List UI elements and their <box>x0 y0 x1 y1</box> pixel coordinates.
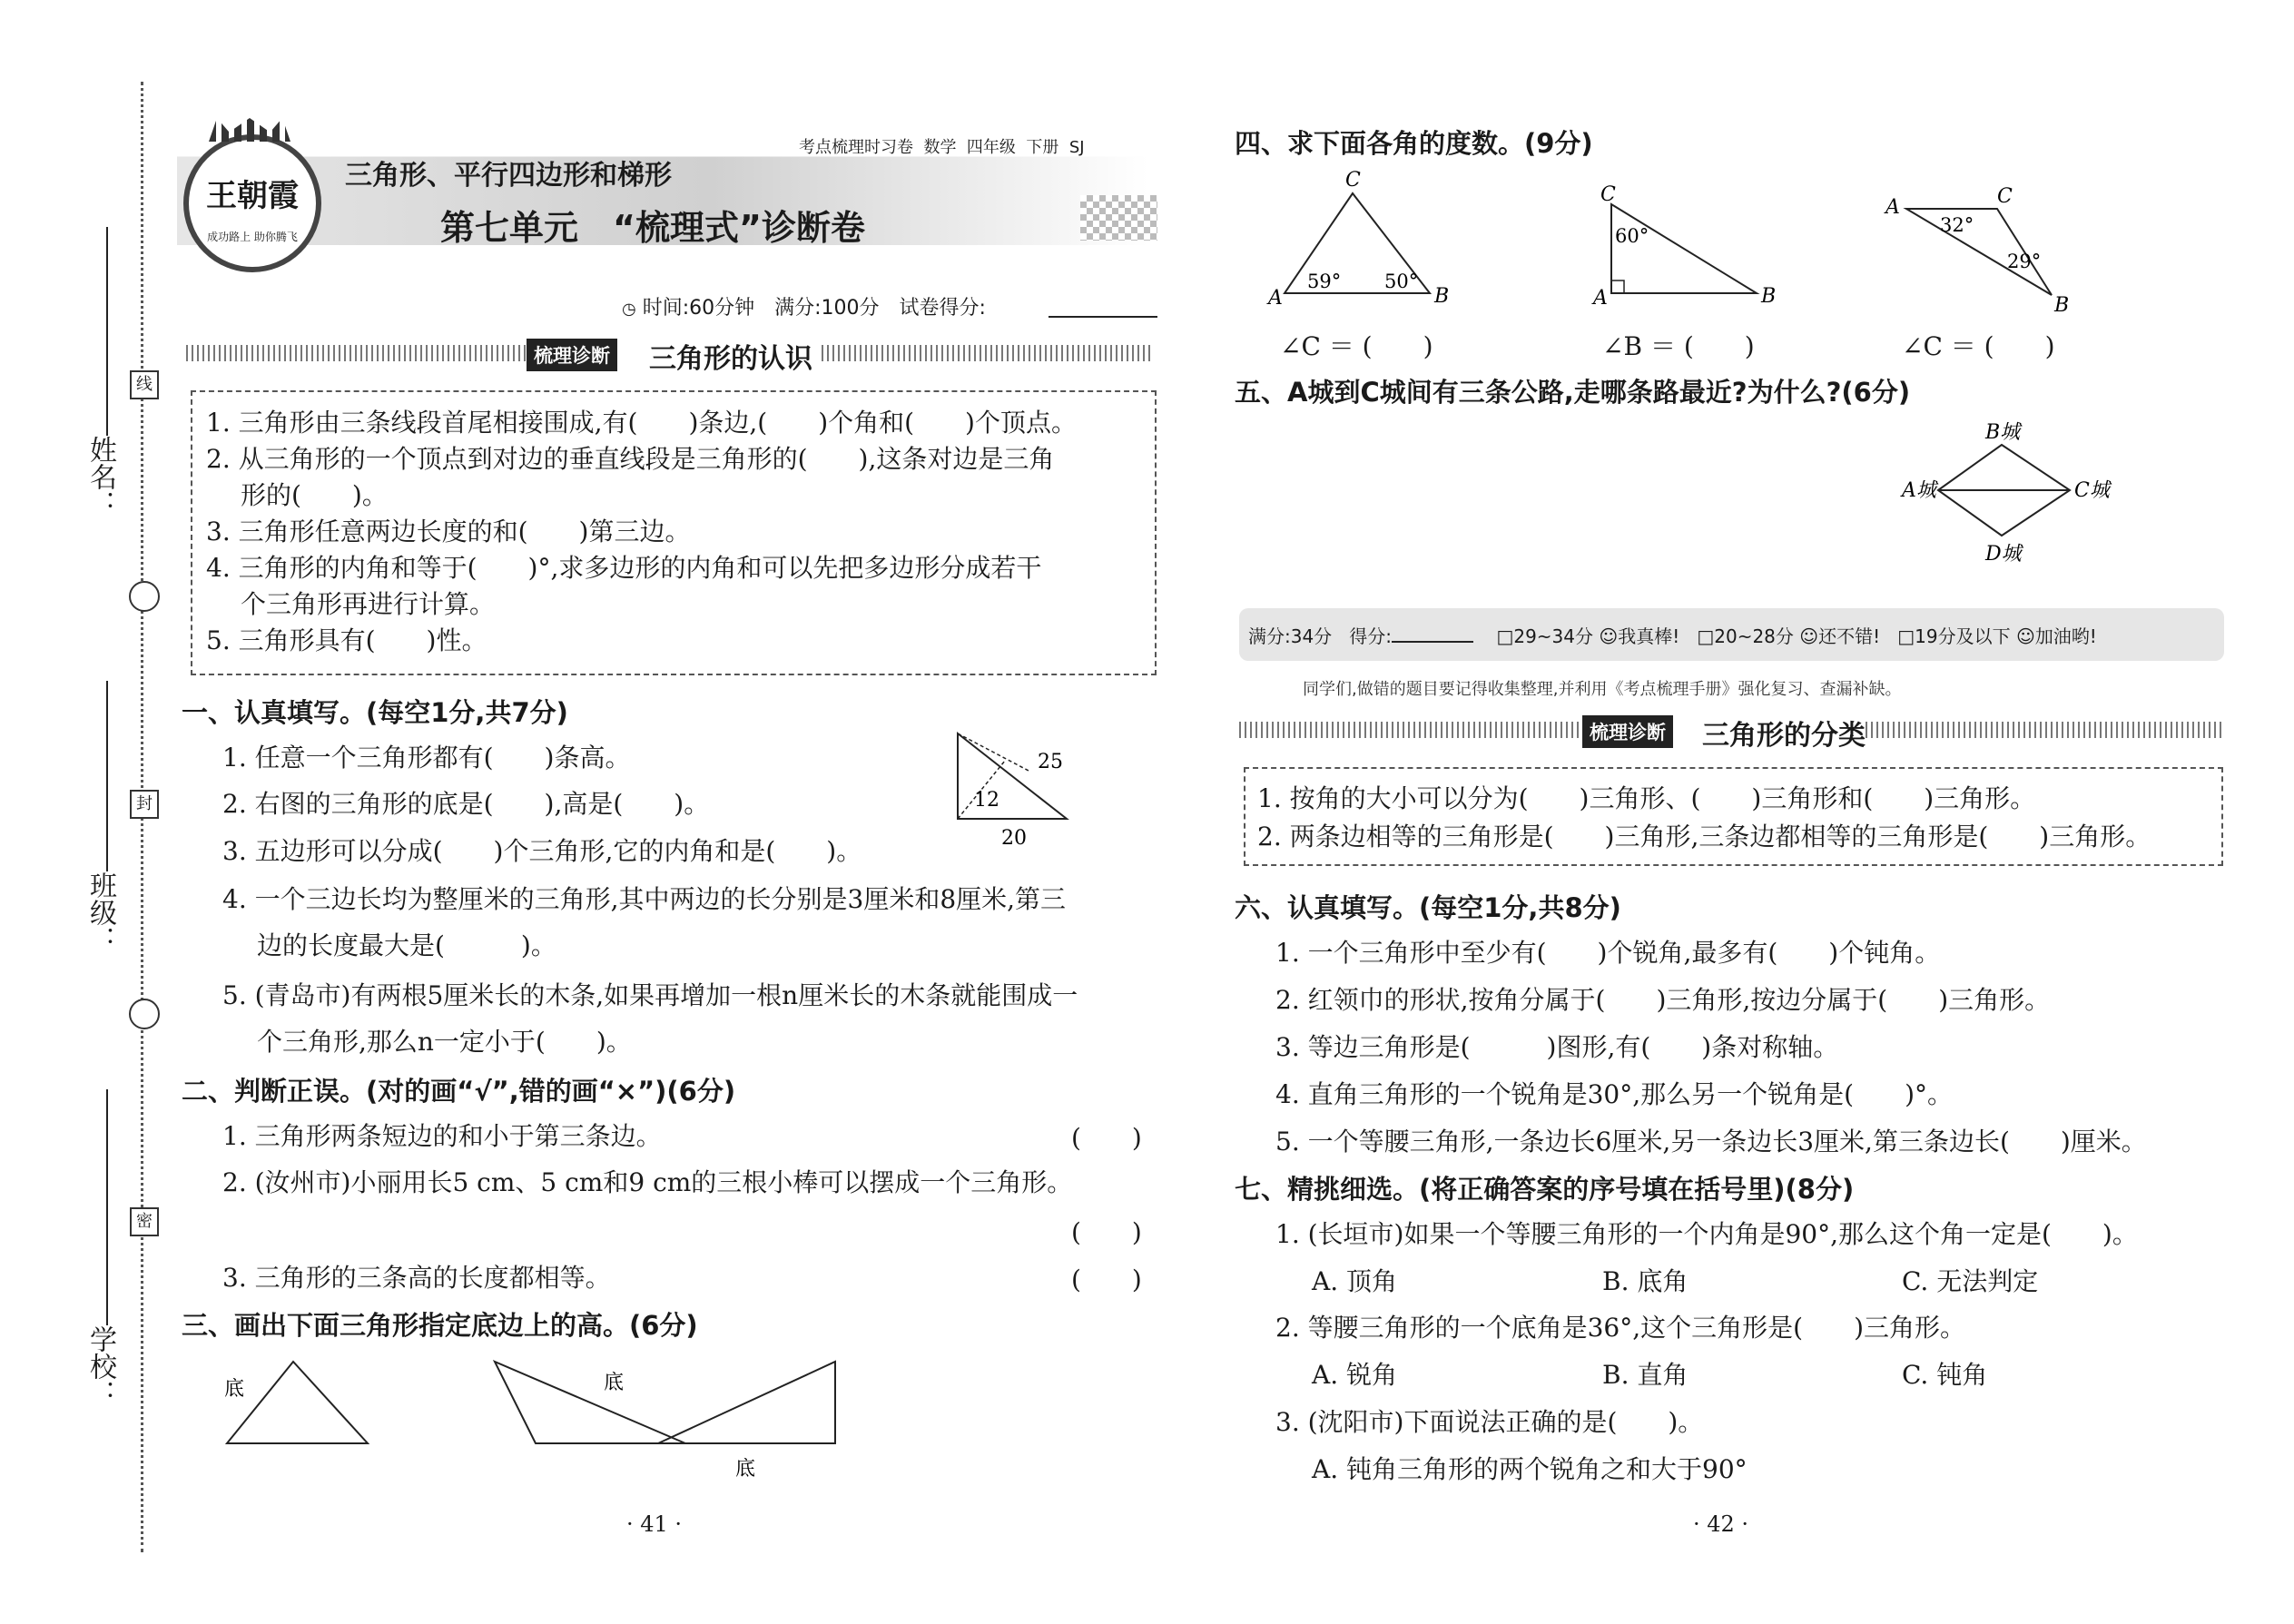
city-map <box>1902 413 2110 576</box>
question-item: 1. (长垣市)如果一个等腰三角形的一个内角是90°,那么这个角一定是( )。 <box>1275 1219 2138 1249</box>
checker-decoration <box>1080 195 1157 241</box>
question-item: 5. (青岛市)有两根5厘米长的木条,如果再增加一根n厘米长的木条就能围成一 <box>222 980 1078 1010</box>
review-note: 同学们,做错的题目要记得收集整理,并利用《考点梳理手册》强化复习、查漏补缺。 <box>1303 680 1902 699</box>
smile-icon: ☺ <box>1799 625 1819 647</box>
answer-angle-b[interactable]: ∠B ＝ ( ) <box>1602 331 1755 361</box>
question-item: 2. 红领巾的形状,按角分属于( )三角形,按边分属于( )三角形。 <box>1275 985 2051 1015</box>
exam-score-field[interactable] <box>1049 316 1157 318</box>
question-item: 3. 等边三角形是( )图形,有( )条对称轴。 <box>1275 1032 1839 1062</box>
left-page <box>172 0 1162 1624</box>
section-7-title: 七、精挑细选。(将正确答案的序号填在括号里)(8分) <box>1235 1174 1855 1205</box>
triangles-to-draw[interactable] <box>213 1353 1121 1484</box>
school-label: 学校： <box>84 1325 116 1407</box>
class-field[interactable] <box>106 681 108 871</box>
review-tag: 梳理诊断 <box>1582 715 1673 748</box>
seal-char-secret: 密 <box>130 1207 159 1236</box>
question-item: 2. 等腰三角形的一个底角是36°,这个三角形是( )三角形。 <box>1275 1313 1965 1343</box>
svg-text:B: B <box>2054 294 2070 317</box>
seal-char-seal: 封 <box>130 790 159 819</box>
option-b[interactable]: B. 直角 <box>1602 1360 1689 1390</box>
review-title: 三角形的认识 <box>649 343 812 375</box>
class-label: 班级： <box>84 871 116 953</box>
logo-text: 王朝霞 <box>206 178 299 214</box>
question-item: 5. 一个等腰三角形,一条边长6厘米,另一条边长3厘米,第三条边长( )厘米。 <box>1275 1127 2147 1156</box>
review-item: 4. 三角形的内角和等于( )°,求多边形的内角和可以先把多边形分成若干 <box>206 553 1042 583</box>
svg-text:B: B <box>1761 285 1777 308</box>
svg-text:A城: A城 <box>1902 479 1936 502</box>
logo-caption: 成功路上 助你腾飞 <box>207 231 298 243</box>
svg-text:A: A <box>1593 287 1608 310</box>
clock-icon: ◷ <box>622 300 636 319</box>
svg-text:C: C <box>1600 183 1616 206</box>
school-field[interactable] <box>106 1089 108 1325</box>
answer-bracket[interactable]: ( ) <box>1071 1123 1142 1153</box>
smile-icon: ☺ <box>2015 625 2035 647</box>
svg-text:59°: 59° <box>1307 271 1342 292</box>
option-a[interactable]: A. 钝角三角形的两个锐角之和大于90° <box>1312 1454 1748 1484</box>
section-6-title: 六、认真填写。(每空1分,共8分) <box>1235 892 1621 923</box>
question-item: 1. 任意一个三角形都有( )条高。 <box>222 743 631 773</box>
question-item: 1. 一个三角形中至少有( )个锐角,最多有( )个钝角。 <box>1275 938 1941 968</box>
svg-text:B城: B城 <box>1985 421 2021 444</box>
question-item: 2. 右图的三角形的底是( ),高是( )。 <box>222 789 710 819</box>
section-3-title: 三、画出下面三角形指定底边上的高。(6分) <box>182 1310 698 1341</box>
smile-icon: ☺ <box>1599 625 1619 647</box>
section-1-title: 一、认真填写。(每空1分,共7分) <box>182 697 568 728</box>
review-item: 2. 从三角形的一个顶点到对边的垂直线段是三角形的( ),这条对边是三角 <box>206 444 1055 474</box>
review-title: 三角形的分类 <box>1702 720 1866 752</box>
question-item: 1. 三角形两条短边的和小于第三条边。 <box>222 1121 662 1151</box>
question-item: 3. 五边形可以分成( )个三角形,它的内角和是( )。 <box>222 836 862 866</box>
answer-bracket[interactable]: ( ) <box>1071 1265 1142 1294</box>
name-label: 姓名： <box>84 436 116 517</box>
score-field[interactable] <box>1392 641 1473 643</box>
page-title: 第七单元 “梳理式”诊断卷 <box>440 208 865 248</box>
section-5-title: 五、A城到C城间有三条公路,走哪条路最近?为什么?(6分) <box>1235 377 1911 408</box>
binding-circle <box>129 581 160 612</box>
question-item: 3. 三角形的三条高的长度都相等。 <box>222 1263 611 1293</box>
label-20: 20 <box>1001 827 1027 850</box>
seal-char-line: 线 <box>130 370 159 399</box>
section-2-title: 二、判断正误。(对的画“√”,错的画“×”)(6分) <box>182 1076 736 1107</box>
section-bar <box>186 345 531 361</box>
question-item: 4. 直角三角形的一个锐角是30°,那么另一个锐角是( )°。 <box>1275 1079 1953 1109</box>
question-item: 4. 一个三边长均为整厘米的三角形,其中两边的长分别是3厘米和8厘米,第三 <box>222 884 1067 914</box>
name-field[interactable] <box>106 227 108 436</box>
question-item: 2. (汝州市)小丽用长5 cm、5 cm和9 cm的三根小棒可以摆成一个三角形。 <box>222 1167 1073 1197</box>
review-item: 5. 三角形具有( )性。 <box>206 625 487 655</box>
answer-angle-c[interactable]: ∠C ＝ ( ) <box>1902 331 2055 361</box>
question-item: 边的长度最大是( )。 <box>257 930 556 960</box>
review-item: 形的( )。 <box>241 480 388 510</box>
option-c[interactable]: C. 钝角 <box>1902 1360 1988 1390</box>
review-tag: 梳理诊断 <box>527 339 617 371</box>
question-item: 3. (沈阳市)下面说法正确的是( )。 <box>1275 1407 1704 1437</box>
exam-info: ◷ 时间:60分钟 满分:100分 试卷得分: <box>622 297 986 320</box>
svg-text:A: A <box>1268 287 1283 310</box>
svg-text:50°: 50° <box>1384 271 1419 292</box>
question-item: 个三角形,那么n一定小于( )。 <box>257 1027 632 1057</box>
base-label: 底 <box>224 1378 245 1401</box>
triangle-figure <box>949 726 1076 853</box>
base-label: 底 <box>735 1458 756 1481</box>
option-a[interactable]: A. 锐角 <box>1312 1360 1398 1390</box>
header-meta: 考点梳理时习卷 数学 四年级 下册 SJ <box>799 138 1085 157</box>
section-bar <box>1866 722 2224 738</box>
answer-angle-c[interactable]: ∠C ＝ ( ) <box>1280 331 1433 361</box>
answer-bracket[interactable]: ( ) <box>1071 1217 1142 1247</box>
base-label: 底 <box>604 1372 625 1394</box>
section-4-title: 四、求下面各角的度数。(9分) <box>1235 128 1593 159</box>
svg-text:A: A <box>1885 196 1900 219</box>
svg-text:C: C <box>1345 169 1361 192</box>
review-item: 1. 三角形由三条线段首尾相接围成,有( )条边,( )个角和( )个顶点。 <box>206 408 1077 438</box>
review-item: 3. 三角形任意两边长度的和( )第三边。 <box>206 517 691 546</box>
angle-figures <box>1248 168 2238 322</box>
page-number: · 41 · <box>626 1511 683 1537</box>
unit-subtitle: 三角形、平行四边形和梯形 <box>345 160 672 192</box>
review-item: 个三角形再进行计算。 <box>241 589 496 619</box>
svg-text:D城: D城 <box>1985 543 2022 566</box>
logo <box>183 134 321 272</box>
crown-icon <box>209 118 290 142</box>
label-25: 25 <box>1038 751 1063 773</box>
svg-text:C: C <box>1997 185 2013 208</box>
page-number: · 42 · <box>1693 1511 1749 1537</box>
svg-text:29°: 29° <box>2007 251 2042 272</box>
label-12: 12 <box>974 789 999 812</box>
option-a[interactable]: A. 顶角 <box>1312 1266 1398 1296</box>
section-bar <box>822 345 1153 361</box>
option-c[interactable]: C. 无法判定 <box>1902 1266 2039 1296</box>
right-page <box>1230 0 2224 1624</box>
svg-text:C城: C城 <box>2074 479 2110 502</box>
svg-text:60°: 60° <box>1615 225 1649 247</box>
review-item: 1. 按角的大小可以分为( )三角形、( )三角形和( )三角形。 <box>1257 783 2036 813</box>
review-item: 2. 两条边相等的三角形是( )三角形,三条边都相等的三角形是( )三角形。 <box>1257 822 2151 851</box>
section-bar <box>1239 722 1584 738</box>
svg-text:B: B <box>1434 285 1450 308</box>
option-b[interactable]: B. 底角 <box>1602 1266 1689 1296</box>
svg-text:32°: 32° <box>1940 214 1974 236</box>
score-row: 满分:34分 得分: □29~34分 ☺我真棒! □20~28分 ☺还不错! □19分及以下 ☺加油哟! <box>1248 625 2097 647</box>
binding-circle <box>129 999 160 1029</box>
